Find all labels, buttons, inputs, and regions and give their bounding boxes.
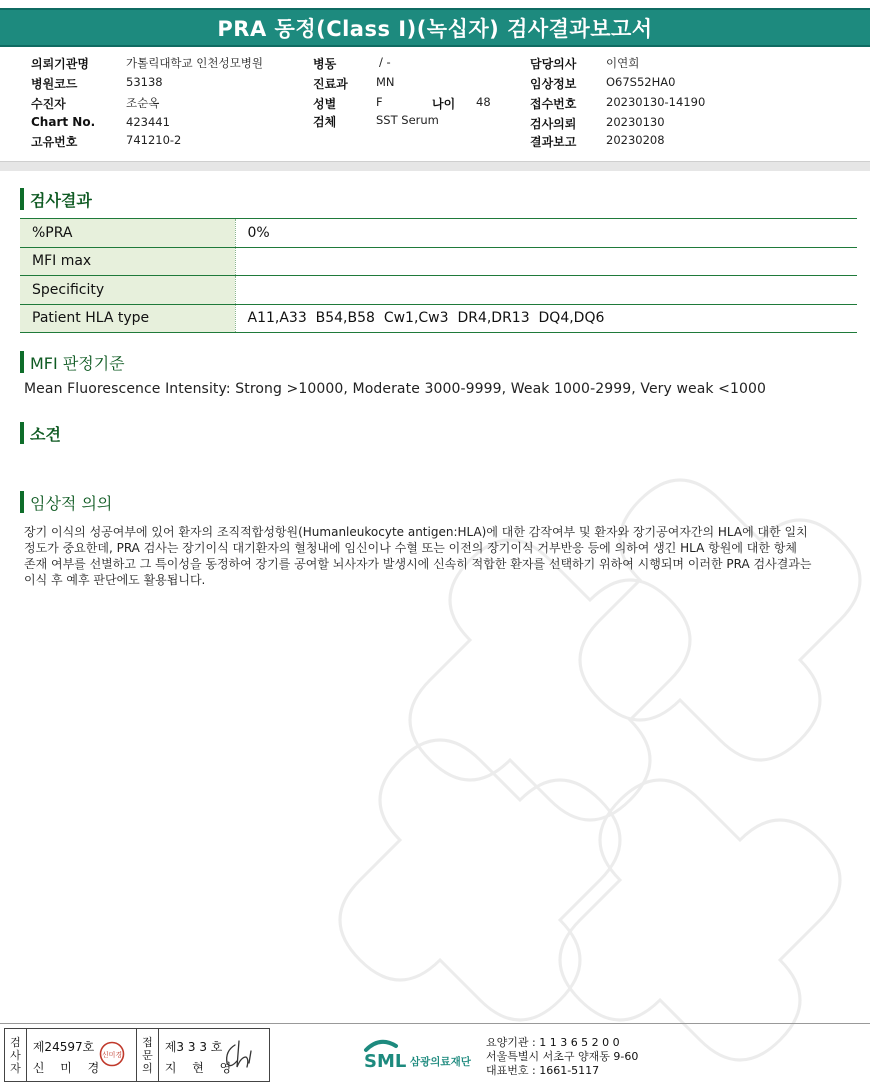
clinical-line: 정도가 중요한데, PRA 검사는 장기이식 대기환자의 혈청내에 임신이나 수혈 또는 이전의 장기이식 거부반응 등에 의하여 생긴 HLA 항원에 대한 항체	[24, 541, 797, 555]
receipt-no-value: 20230130-14190	[606, 95, 706, 109]
logo-text: SML	[364, 1051, 407, 1072]
report-date-value: 20230208	[606, 133, 665, 147]
result-label: %PRA	[20, 219, 235, 248]
report-date-label: 결과보고	[530, 135, 577, 149]
lab-institution-code: 요양기관 : 1 1 3 6 5 2 0 0	[486, 1036, 620, 1049]
checker-label-char: 문	[142, 1048, 153, 1062]
request-date-label: 검사의뢰	[530, 117, 577, 131]
lab-contact-info	[486, 1036, 638, 1078]
section-mfi-header	[20, 351, 125, 373]
result-value	[235, 276, 857, 305]
checker-name: 지 현 영	[164, 1061, 238, 1075]
hospital-code-label: 병원코드	[31, 77, 78, 91]
age-value: 48	[476, 95, 491, 109]
result-row	[20, 219, 857, 248]
inspector-license-no: 제24597호	[32, 1040, 95, 1054]
result-label: Patient HLA type	[20, 304, 235, 333]
report-title-bar	[0, 8, 870, 47]
result-value: A11,A33 B54,B58 Cw1,Cw3 DR4,DR13 DQ4,DQ6	[235, 304, 857, 333]
report-title: PRA 동정(Class I)(녹십자) 검사결과보고서	[217, 16, 653, 41]
request-date-value: 20230130	[606, 115, 665, 129]
dept-label: 진료과	[313, 77, 348, 91]
section-clinical-header	[20, 491, 112, 513]
lab-phone: 대표번호 : 1661-5117	[486, 1064, 600, 1077]
section-marker	[20, 491, 24, 513]
section-opinion-title: 소견	[30, 424, 61, 444]
hospital-value: 가톨릭대학교 인천성모병원	[126, 56, 263, 70]
dept-value: MN	[376, 75, 395, 89]
footer-divider	[0, 1023, 870, 1024]
inspector-vertical-label	[5, 1029, 27, 1081]
section-mfi-title: MFI 판정기준	[30, 353, 125, 373]
ward-label: 병동	[313, 57, 337, 71]
unique-id-value: 741210-2	[126, 133, 182, 147]
checker-vertical-label	[137, 1029, 159, 1081]
checker-cell	[159, 1029, 269, 1081]
clinical-info-value: O67S52HA0	[606, 75, 676, 89]
specimen-label: 검체	[313, 115, 337, 129]
inspector-label-char: 자	[10, 1061, 21, 1075]
doctor-value: 이연희	[606, 56, 640, 70]
specimen-value: SST Serum	[376, 113, 439, 127]
result-label: MFI max	[20, 247, 235, 276]
clinical-significance-text	[24, 524, 854, 588]
inspector-name: 신 미 경	[32, 1061, 106, 1075]
result-row	[20, 276, 857, 305]
hospital-label: 의뢰기관명	[31, 57, 89, 71]
section-clinical-title: 임상적 의의	[30, 493, 113, 513]
section-opinion-header	[20, 422, 61, 444]
result-label: Specificity	[20, 276, 235, 305]
result-table	[20, 218, 857, 333]
chart-no-value: 423441	[126, 115, 170, 129]
inspector-label-char: 검	[10, 1035, 21, 1049]
patient-value: 조순옥	[126, 96, 160, 110]
mfi-criteria-text: Mean Fluorescence Intensity: Strong >10000, Moderate 3000-9999, Weak 1000-2999, Very weak <1000	[24, 381, 767, 397]
info-divider	[0, 161, 870, 171]
inspector-cell	[27, 1029, 137, 1081]
patient-info-block	[0, 55, 870, 155]
result-value: 0%	[235, 219, 857, 248]
section-marker	[20, 422, 24, 444]
inspector-seal-stamp	[99, 1041, 125, 1067]
clinical-info-label: 임상정보	[530, 77, 577, 91]
sex-value: F	[376, 95, 383, 109]
receipt-no-label: 접수번호	[530, 97, 577, 111]
result-row	[20, 304, 857, 333]
clinical-line: 장기 이식의 성공여부에 있어 환자의 조직적합성항원(Humanleukocyte antigen:HLA)에 대한 감작여부 및 환자와 장기공여자간의 HLA에 대한 일치	[24, 525, 808, 539]
result-row	[20, 247, 857, 276]
sml-logo	[362, 1034, 482, 1076]
checker-license-no: 제3 3 3 호	[164, 1040, 223, 1054]
age-label: 나이	[432, 97, 456, 111]
section-marker	[20, 351, 24, 373]
lab-address: 서울특별시 서초구 양재동 9-60	[486, 1050, 639, 1063]
result-value	[235, 247, 857, 276]
ward-value: / -	[379, 55, 391, 69]
chart-no-label: Chart No.	[31, 115, 96, 129]
inspector-label-char: 사	[10, 1048, 21, 1062]
section-result-title: 검사결과	[30, 190, 92, 210]
checker-signature	[221, 1037, 263, 1073]
signature-box	[4, 1028, 270, 1082]
section-marker	[20, 188, 24, 210]
section-result-header	[20, 188, 92, 210]
unique-id-label: 고유번호	[31, 135, 78, 149]
checker-label-char: 의	[142, 1061, 153, 1075]
checker-label-char: 접	[142, 1035, 153, 1049]
clinical-line: 존재 여부를 선별하고 그 특이성을 동정하여 장기를 공여할 뇌사자가 발생시에 신속히 적합한 환자를 선택하기 위하여 시행되며 이러한 PRA 검사결과는	[24, 557, 812, 571]
seal-text: 신미경	[101, 1051, 122, 1059]
patient-label: 수진자	[31, 97, 66, 111]
doctor-label: 담당의사	[530, 57, 577, 71]
hospital-code-value: 53138	[126, 75, 163, 89]
logo-subtext: 삼광의료재단	[410, 1056, 471, 1068]
clinical-line: 이식 후 예후 판단에도 활용됩니다.	[24, 573, 206, 587]
sex-label: 성별	[313, 97, 337, 111]
